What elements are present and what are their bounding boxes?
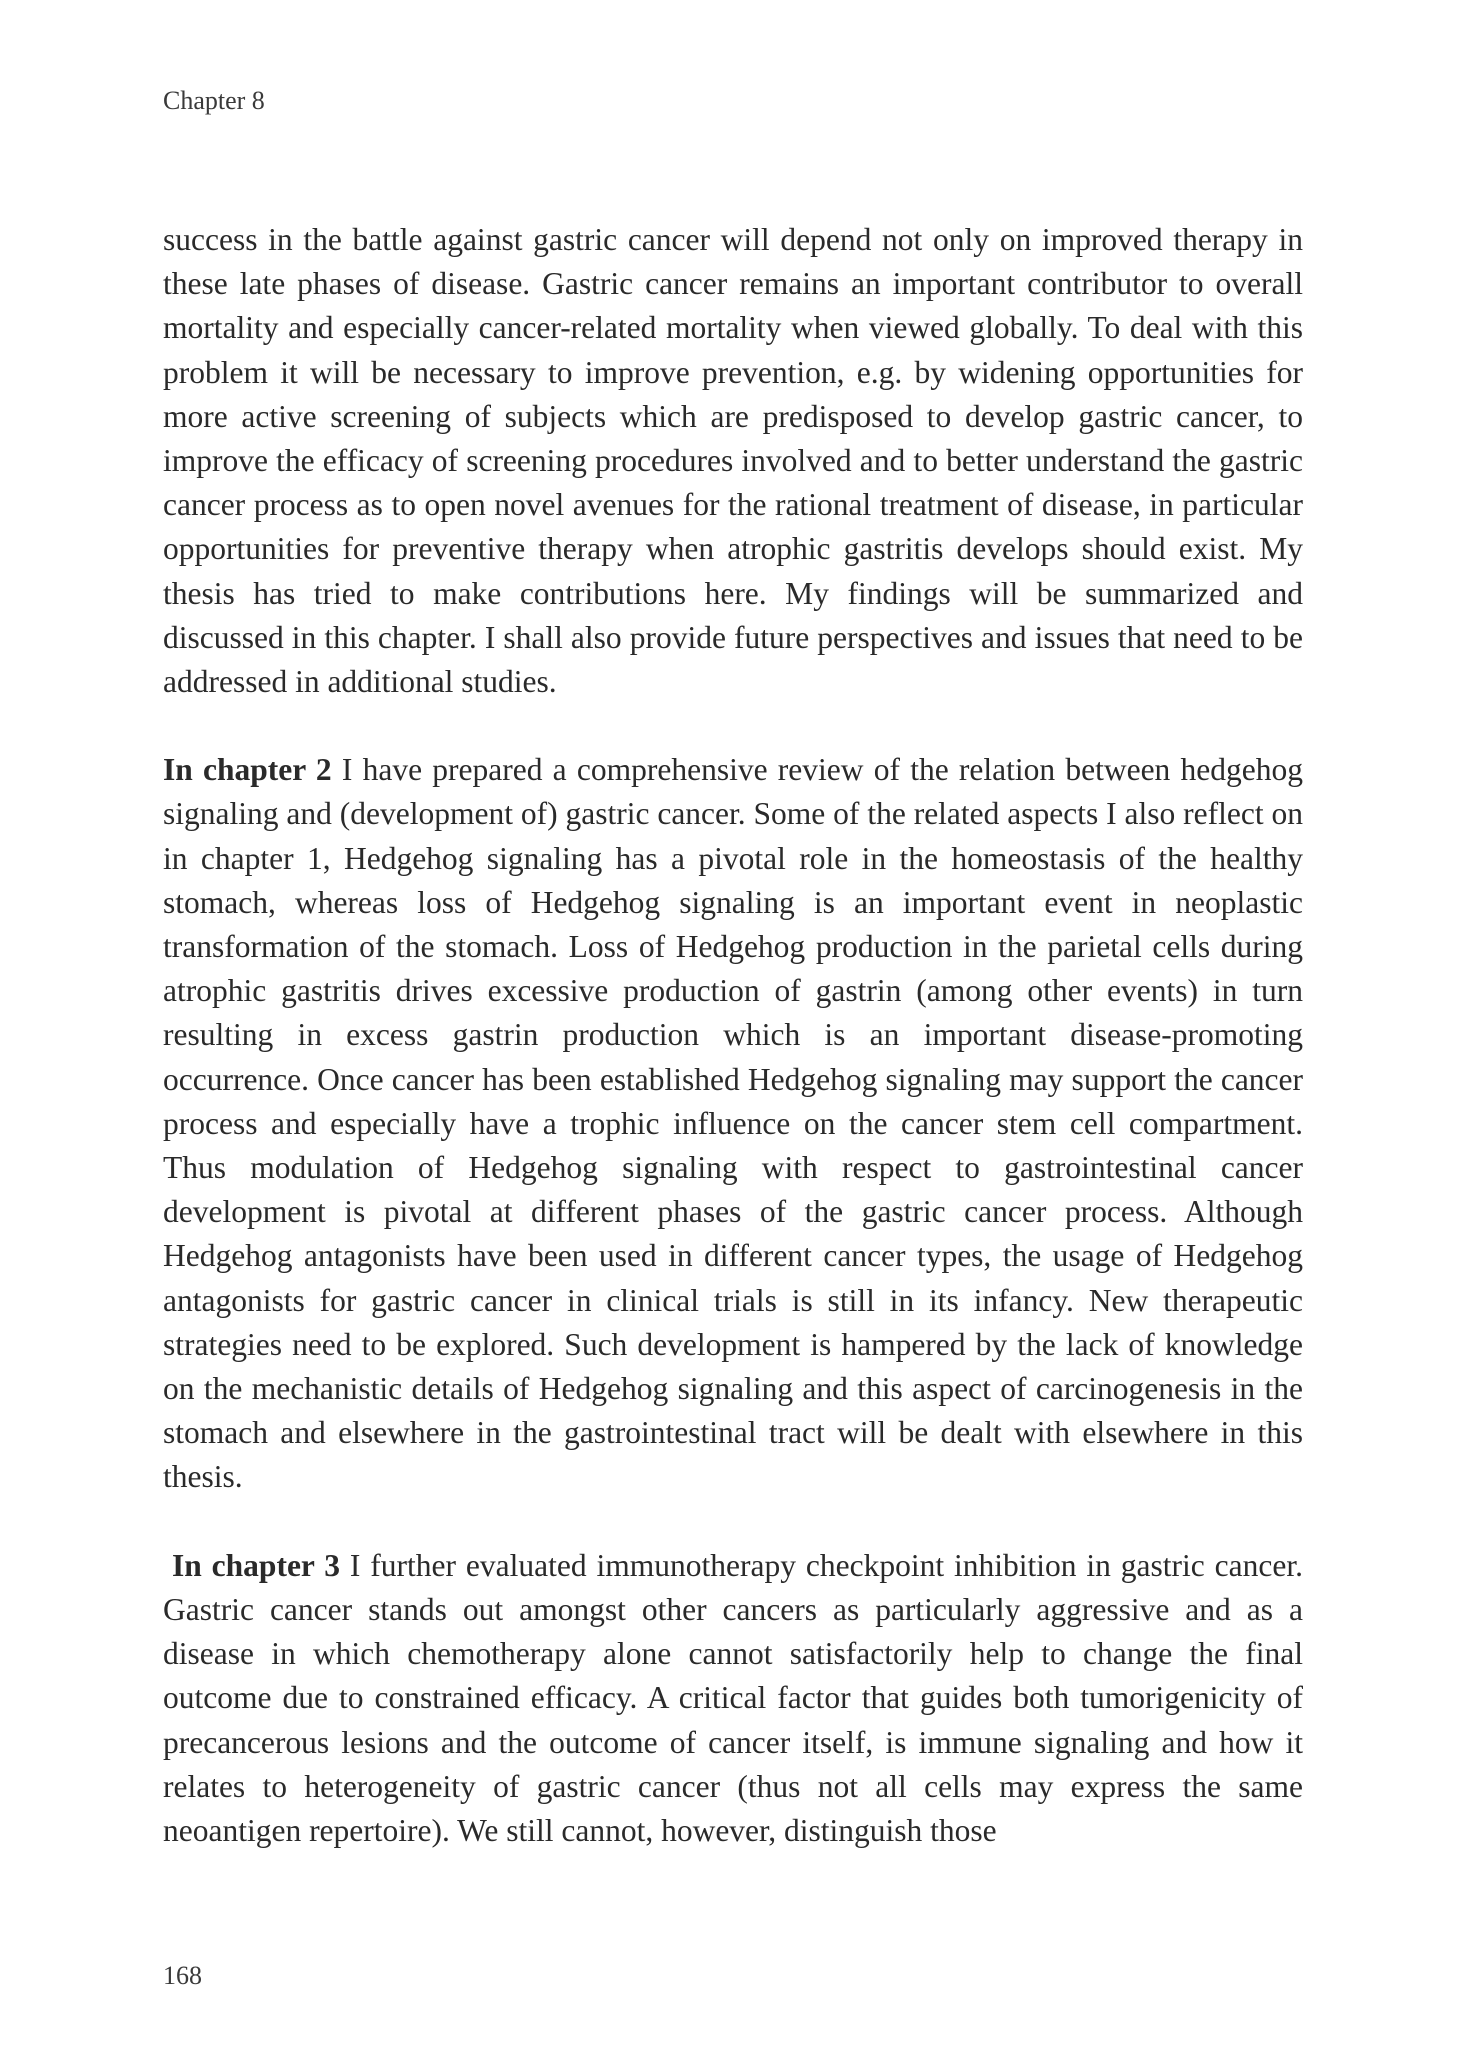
paragraph-intro-continuation xyxy=(163,218,1303,704)
paragraph-text: success in the battle against gastric cancer will depend not only on improved therapy in these late phases of disease. Gastric cancer remains an important contributor to overall mortality and especially cancer-related mortality when viewed globally. To deal with this problem it will be necessary to improve prevention, e.g. by widening opportunities for more active screening of subjects which are predisposed to develop gastric cancer, to improve the efficacy of screening procedures involved and to better understand the gastric cancer process as to open novel avenues for the rational treatment of disease, in particular opportunities for preventive therapy when atrophic gastritis develops should exist. My thesis has tried to make contributions here. My findings will be summarized and discussed in this chapter. I shall also provide future perspectives and issues that need to be addressed in additional studies. xyxy=(163,222,1303,700)
page-number: 168 xyxy=(163,1961,202,1990)
paragraph-chapter-2-summary xyxy=(163,748,1303,1499)
body-text xyxy=(163,218,1303,1853)
running-header: Chapter 8 xyxy=(163,86,265,115)
paragraph-lead: In chapter 2 xyxy=(163,752,332,788)
paragraph-chapter-3-summary xyxy=(163,1544,1303,1853)
paragraph-text: I have prepared a comprehensive review of the relation between hedgehog signaling and (development of) gastric cancer. Some of the related aspects I also reflect on in chapter 1, Hedgehog signaling has a pivotal role in the homeostasis of the healthy stomach, whereas loss of Hedgehog signaling is an important event in neoplastic transformation of the stomach. Loss of Hedgehog production in the parietal cells during atrophic gastritis drives excessive production of gastrin (among other events) in turn resulting in excess gastrin production which is an important disease-promoting occurrence. Once cancer has been established Hedgehog signaling may support the cancer process and especially have a trophic influence on the cancer stem cell compartment. Thus modulation of Hedgehog signaling with respect to gastrointestinal cancer development is pivotal at different phases of the gastric cancer process. Although Hedgehog antagonists have been used in different cancer types, the usage of Hedgehog antagonists for gastric cancer in clinical trials is still in its infancy. New therapeutic strategies need to be explored. Such development is hampered by the lack of knowledge on the mechanistic details of Hedgehog signaling and this aspect of carcinogenesis in the stomach and elsewhere in the gastrointestinal tract will be dealt with elsewhere in this thesis. xyxy=(163,752,1303,1495)
paragraph-lead: In chapter 3 xyxy=(172,1547,340,1583)
paragraph-text: I further evaluated immunotherapy checkpoint inhibition in gastric cancer. Gastric cancer stands out amongst other cancers as particularly aggressive and as a disease in which chemotherapy alone cannot satisfactorily help to change the final outcome due to constrained efficacy. A critical factor that guides both tumorigenicity of precancerous lesions and the outcome of cancer itself, is immune signaling and how it relates to heterogeneity of gastric cancer (thus not all cells may express the same neoantigen repertoire). We still cannot, however, distinguish those xyxy=(163,1547,1303,1848)
